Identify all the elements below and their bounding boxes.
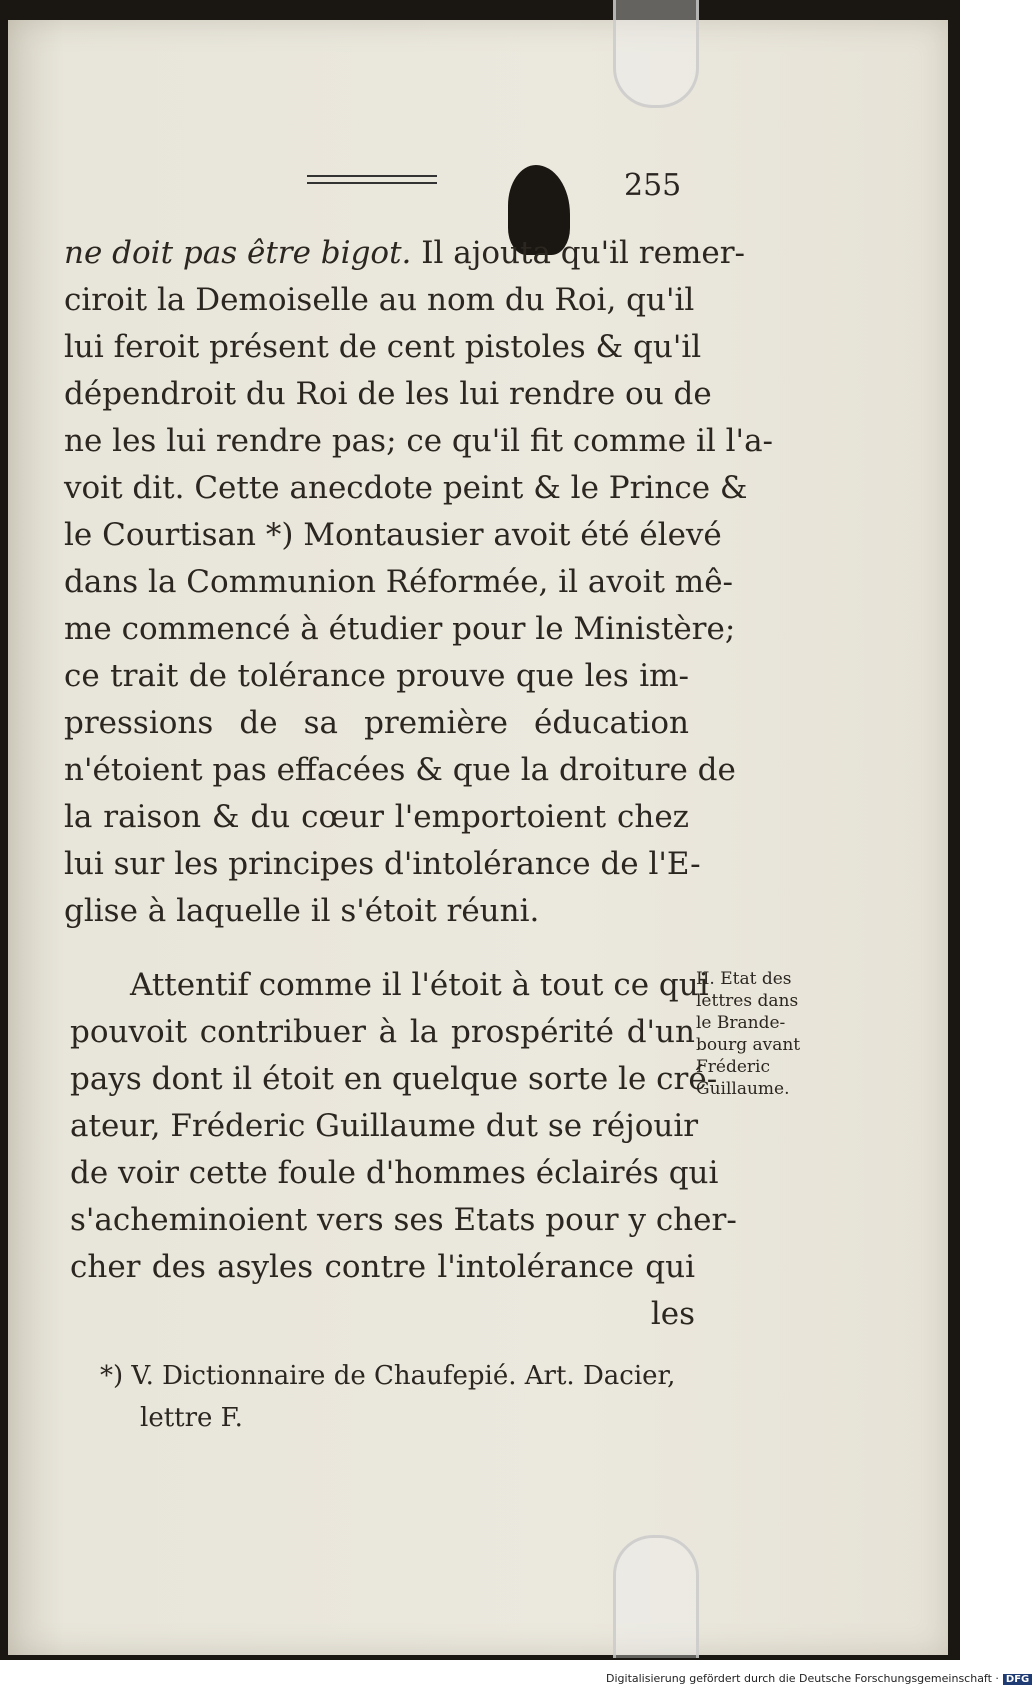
margin-note-line: Fréderic (696, 1057, 771, 1077)
text-fragment: Il ajouta qu'il remer- (411, 235, 745, 271)
text-line: pays dont il étoit en quelque sorte le cré- (70, 1061, 718, 1097)
text-line: dépendroit du Roi de les lui rendre ou de (64, 376, 712, 412)
footnote (100, 1355, 710, 1439)
text-line: de voir cette foule d'hommes éclairés qui (70, 1155, 719, 1191)
page-clip-top (613, 0, 699, 108)
header-rule (307, 175, 437, 184)
text-line: dans la Communion Réformée, il avoit mê- (64, 564, 734, 600)
text-line: cher des asyles contre l'intolérance qui (70, 1249, 695, 1285)
footnote-line-2: lettre F. (140, 1403, 243, 1433)
text-line: s'acheminoient vers ses Etats pour y cher- (70, 1202, 737, 1238)
paragraph-2 (70, 962, 737, 1338)
paragraph-1 (64, 230, 774, 935)
text-line: voit dit. Cette anecdote peint & le Prince & (64, 470, 748, 506)
text-line: me commencé à étudier pour le Ministère; (64, 611, 736, 647)
margin-note-line: lettres dans (696, 991, 799, 1011)
margin-note-line: II. Etat des (696, 969, 792, 989)
margin-note-line: bourg avant (696, 1035, 801, 1055)
text-line: les (650, 1296, 695, 1332)
margin-note (696, 968, 816, 1100)
text-line: ne les lui rendre pas; ce qu'il fit comme il l'a- (64, 423, 774, 459)
text-line: le Courtisan *) Montausier avoit été élevé (64, 517, 722, 553)
margin-note-line: Guillaume. (696, 1079, 790, 1099)
text-line: lui feroit présent de cent pistoles & qu'il (64, 329, 702, 365)
text-line: glise à laquelle il s'étoit réuni. (64, 893, 540, 929)
digitization-credit (606, 1672, 1032, 1685)
footnote-line-1: *) V. Dictionnaire de Chaufepié. Art. Dacier, (100, 1361, 676, 1391)
text-fragment: ne doit pas être bigot. (64, 235, 412, 271)
text-line: pressions de sa première éducation (64, 705, 689, 741)
text-line (64, 230, 745, 277)
text-line: ateur, Fréderic Guillaume dut se réjouir (70, 1108, 699, 1144)
page-number: 255 (624, 168, 682, 203)
text-line: pouvoit contribuer à la prospérité d'un (70, 1014, 695, 1050)
text-line: n'étoient pas effacées & que la droiture de (64, 752, 736, 788)
text-line: Attentif comme il l'étoit à tout ce qui (130, 967, 709, 1003)
page-clip-bottom (613, 1535, 699, 1658)
text-line: ce trait de tolérance prouve que les im- (64, 658, 689, 694)
dfg-logo: DFG (1003, 1674, 1032, 1685)
margin-note-line: le Brande- (696, 1013, 786, 1033)
text-line: la raison & du cœur l'emportoient chez (64, 799, 689, 835)
text-line: ciroit la Demoiselle au nom du Roi, qu'il (64, 282, 695, 318)
text-line: lui sur les principes d'intolérance de l'E- (64, 846, 701, 882)
credit-text: Digitalisierung gefördert durch die Deutsche Forschungsgemeinschaft · (606, 1672, 999, 1685)
